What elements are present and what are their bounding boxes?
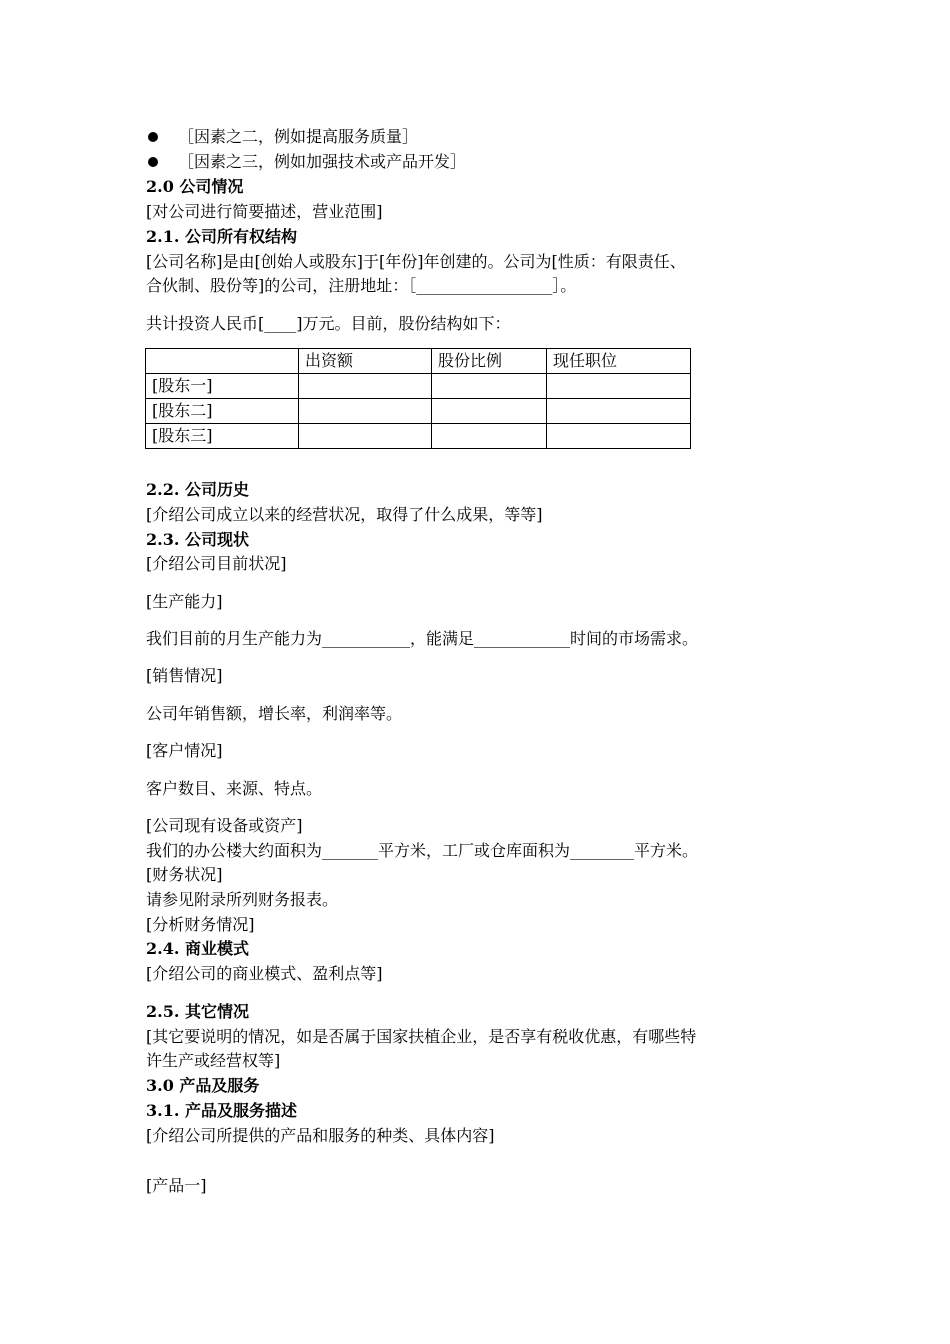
- table-cell: [股东一]: [146, 374, 299, 399]
- table-cell: [432, 399, 547, 424]
- paragraph: 共计投资人民币[____]万元。目前，股份结构如下：: [146, 314, 511, 333]
- paragraph: [公司名称]是由[创始人或股东]于[年份]年创建的。公司为[性质：有限责任、: [146, 252, 686, 271]
- paragraph: [介绍公司成立以来的经营状况，取得了什么成果，等等]: [146, 505, 543, 524]
- subsection-label: [分析财务情况]: [146, 915, 255, 934]
- paragraph: 请参见附录所列财务报表。: [146, 890, 339, 909]
- section-heading-2-2: 2.2. 公司历史: [146, 480, 249, 499]
- table-cell: [299, 424, 432, 449]
- bullet-dot-icon: [148, 157, 158, 167]
- table-row: [146, 374, 691, 399]
- share-structure-table: [145, 348, 691, 449]
- table-cell: [299, 374, 432, 399]
- paragraph: 我们目前的月生产能力为___________，能满足____________时间的市场需求。: [146, 629, 699, 648]
- paragraph: 我们的办公楼大约面积为_______平方米，工厂或仓库面积为________平方米。: [146, 841, 699, 860]
- paragraph: 许生产或经营权等]: [146, 1051, 281, 1070]
- table-cell: [432, 374, 547, 399]
- bullet-item: ［因素之三，例如加强技术或产品开发］: [146, 152, 466, 172]
- paragraph: [对公司进行简要描述，营业范围]: [146, 202, 383, 221]
- subsection-label: [公司现有设备或资产]: [146, 816, 303, 835]
- table-cell: [547, 374, 691, 399]
- table-cell: [股东三]: [146, 424, 299, 449]
- paragraph: [介绍公司的商业模式、盈利点等]: [146, 964, 383, 983]
- subsection-label: [财务状况]: [146, 865, 223, 884]
- section-heading-2-1: 2.1. 公司所有权结构: [146, 227, 297, 246]
- subsection-label: [客户情况]: [146, 741, 223, 760]
- table-header-cell: [146, 349, 299, 374]
- table-cell: [432, 424, 547, 449]
- table-header-cell: 股份比例: [432, 349, 547, 374]
- paragraph: 客户数目、来源、特点。: [146, 779, 323, 798]
- section-heading-3-1: 3.1. 产品及服务描述: [146, 1101, 297, 1120]
- section-heading-3-0: 3.0 产品及服务: [146, 1076, 260, 1095]
- table-header-row: [146, 349, 691, 374]
- paragraph: [介绍公司目前状况]: [146, 554, 287, 573]
- bullet-item: ［因素之二，例如提高服务质量］: [146, 127, 418, 147]
- section-heading-2-5: 2.5. 其它情况: [146, 1002, 249, 1021]
- section-heading-2-4: 2.4. 商业模式: [146, 939, 249, 958]
- subsection-label: [销售情况]: [146, 666, 223, 685]
- table-cell: [股东二]: [146, 399, 299, 424]
- paragraph: 公司年销售额，增长率，利润率等。: [146, 704, 403, 723]
- table-header-cell: 出资额: [299, 349, 432, 374]
- paragraph: [其它要说明的情况，如是否属于国家扶植企业，是否享有税收优惠，有哪些特: [146, 1027, 697, 1046]
- table-row: [146, 424, 691, 449]
- table-header-cell: 现任职位: [547, 349, 691, 374]
- subsection-label: [生产能力]: [146, 592, 223, 611]
- table-cell: [547, 424, 691, 449]
- section-heading-2-0: 2.0 公司情况: [146, 177, 244, 196]
- bullet-dot-icon: [148, 132, 158, 142]
- table-cell: [299, 399, 432, 424]
- paragraph: [介绍公司所提供的产品和服务的种类、具体内容]: [146, 1126, 495, 1145]
- section-heading-2-3: 2.3. 公司现状: [146, 530, 249, 549]
- table-cell: [547, 399, 691, 424]
- subsection-label: [产品一]: [146, 1176, 207, 1195]
- table-row: [146, 399, 691, 424]
- paragraph: 合伙制、股份等]的公司，注册地址：［_________________］。: [146, 276, 577, 295]
